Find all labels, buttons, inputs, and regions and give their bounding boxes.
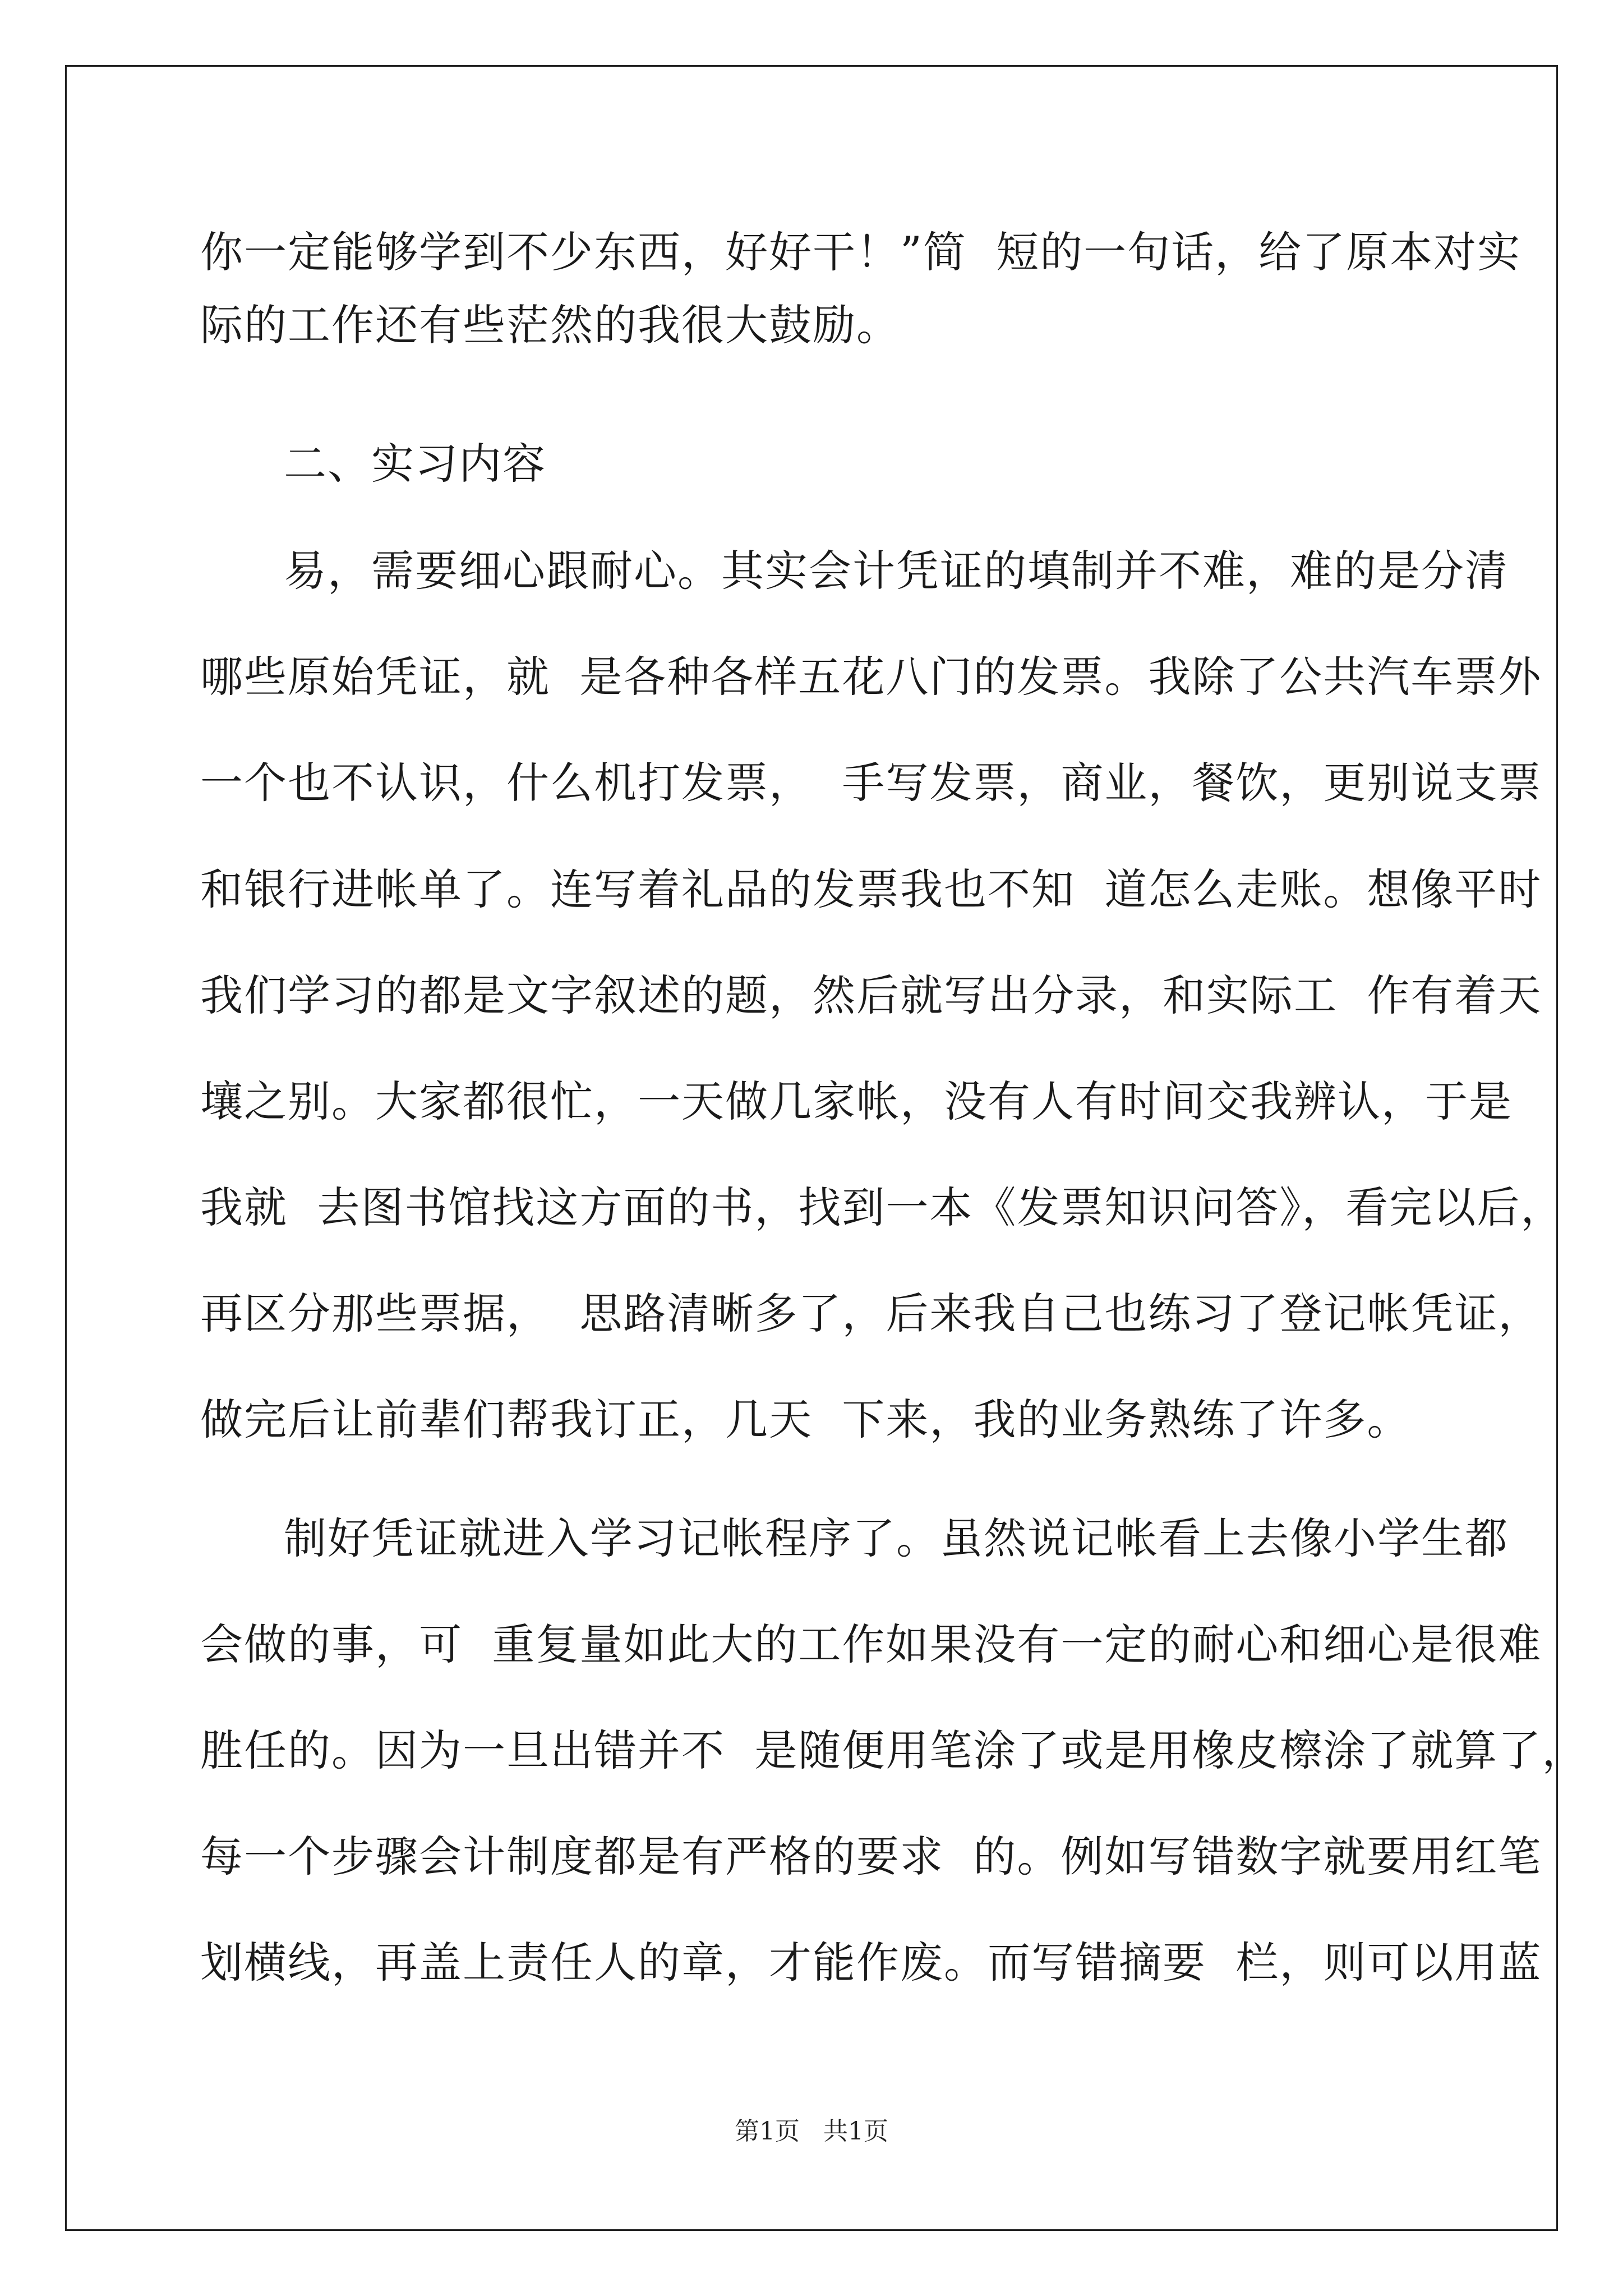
page-footer	[0, 2115, 1623, 2148]
text-line: 我就 去图书馆找这方面的书，找到一本《发票知识问答》，看完以后，	[200, 1182, 1565, 1232]
page-total: 共1页	[823, 2117, 888, 2146]
text-line: 和银行进帐单了。连写着礼品的发票我也不知 道怎么走账。想像平时	[200, 864, 1542, 914]
page-number: 第1页	[735, 2117, 800, 2146]
text-line: 壤之别。大家都很忙，一天做几家帐，没有人有时间交我辨认，于是	[200, 1076, 1513, 1126]
text-line: 我们学习的都是文字叙述的题，然后就写出分录，和实际工 作有着天	[200, 970, 1542, 1020]
text-line: 哪些原始凭证，就 是各种各样五花八门的发票。我除了公共汽车票外	[200, 652, 1542, 702]
text-line: 制好凭证就进入学习记帐程序了。虽然说记帐看上去像小学生都	[284, 1513, 1509, 1563]
text-line: 际的工作还有些茫然的我很大鼓励。	[200, 300, 900, 350]
text-line: 会做的事，可 重复量如此大的工作如果没有一定的耐心和细心是很难	[200, 1619, 1542, 1669]
text-line: 易，需要细心跟耐心。其实会计凭证的填制并不难，难的是分清	[284, 546, 1509, 596]
text-line: 做完后让前辈们帮我订正，几天 下来，我的业务熟练了许多。	[200, 1395, 1411, 1444]
text-line: 每一个步骤会计制度都是有严格的要求 的。例如写错数字就要用红笔	[200, 1832, 1542, 1881]
text-line: 划横线，再盖上责任人的章，才能作废。而写错摘要 栏，则可以用蓝	[200, 1938, 1542, 1987]
text-line: 再区分那些票据， 思路清晰多了，后来我自己也练习了登记帐凭证，	[200, 1289, 1542, 1338]
text-line: 一个也不认识，什么机打发票， 手写发票，商业，餐饮，更别说支票	[200, 758, 1542, 808]
text-line: 胜任的。因为一旦出错并不 是随便用笔涂了或是用橡皮檫涂了就算了，	[200, 1726, 1586, 1775]
section-heading: 二、实习内容	[284, 439, 546, 489]
text-line: 你一定能够学到不少东西，好好干！”简 短的一句话，给了原本对实	[200, 227, 1521, 277]
